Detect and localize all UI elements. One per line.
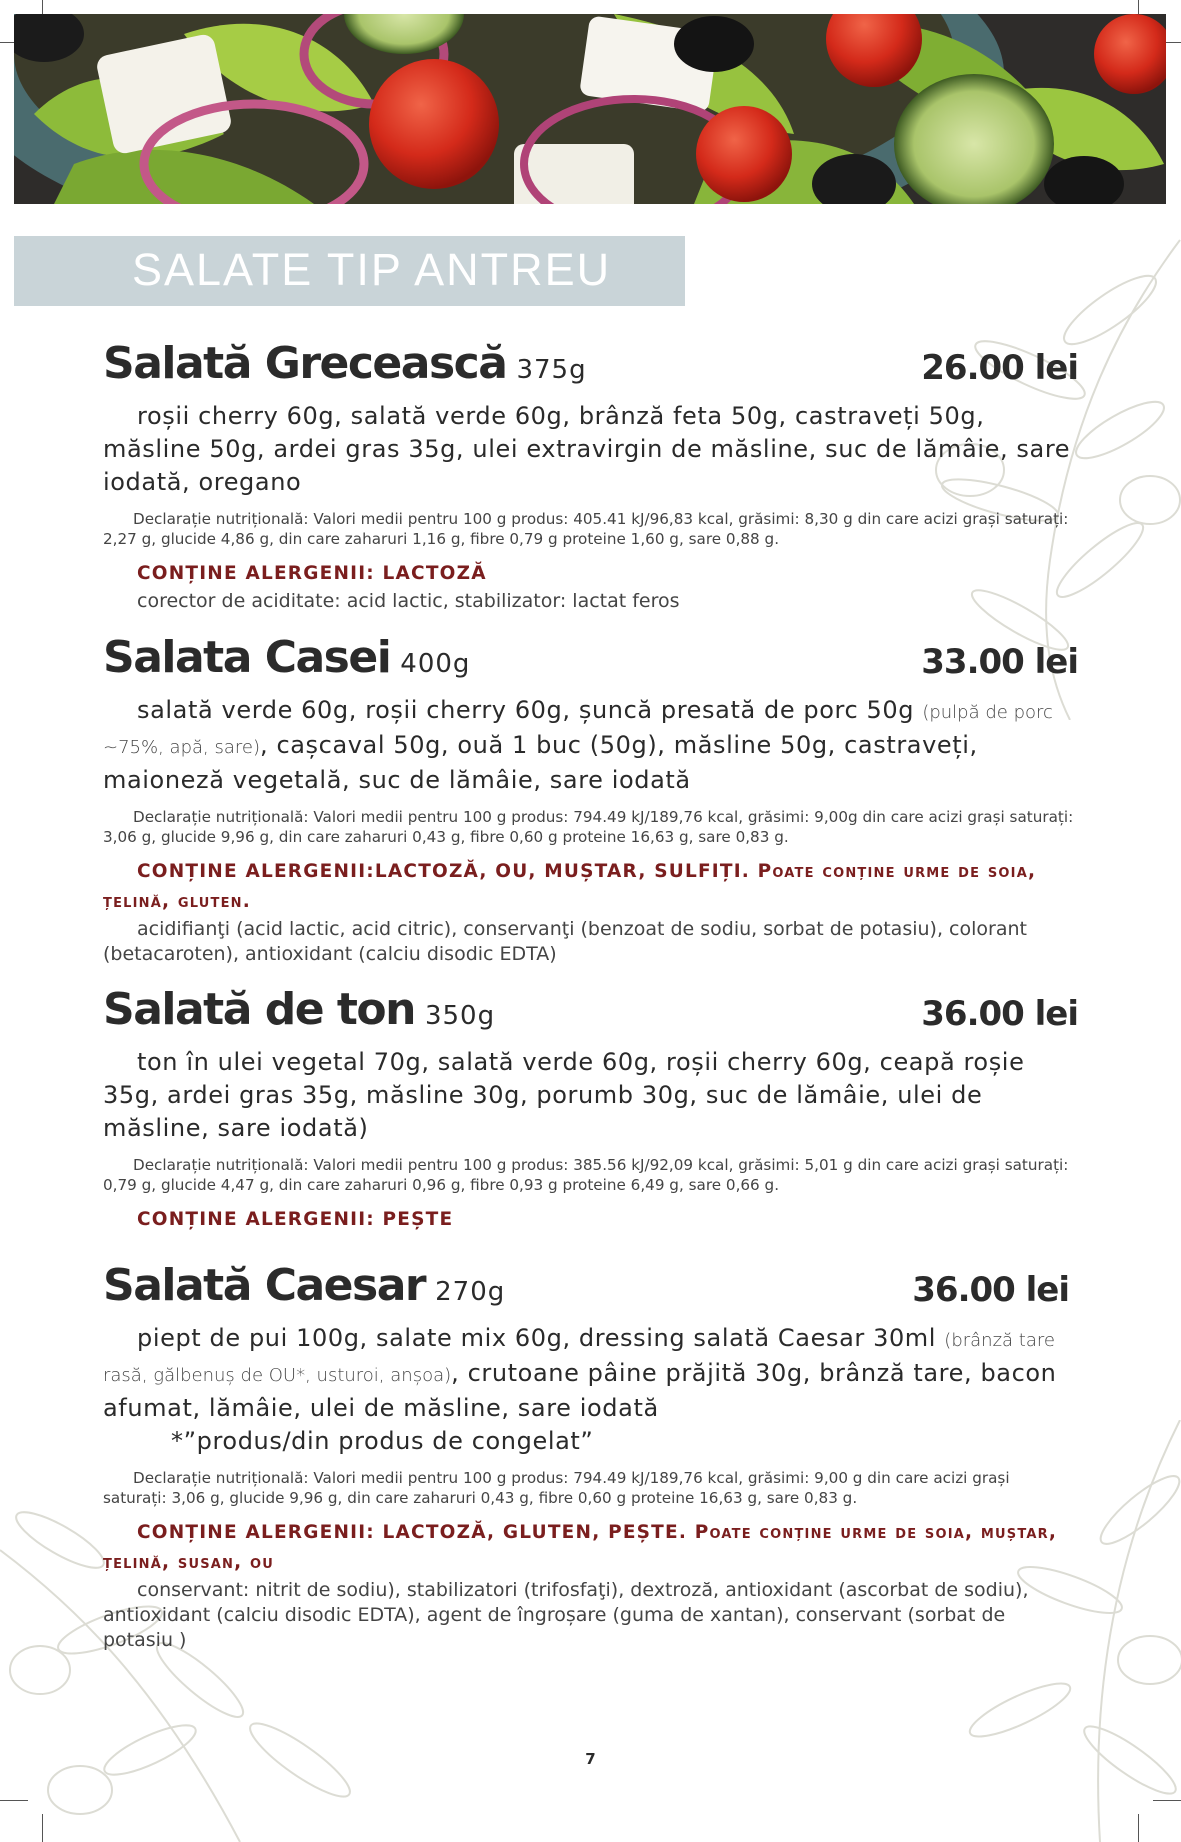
item-name-text: Salata Casei bbox=[103, 632, 391, 683]
item-name-text: Salată Grecească bbox=[103, 338, 507, 389]
item-name-text: Salată Caesar bbox=[103, 1260, 426, 1311]
item-header bbox=[103, 632, 1078, 694]
section-title: SALATE TIP ANTREU bbox=[132, 244, 612, 295]
section-banner bbox=[14, 236, 685, 306]
menu-item bbox=[103, 1260, 1069, 1653]
nutrition-declaration: Declarație nutrițională: Valori medii pentru 100 g produs: 405.41 kJ/96,83 kcal, grăsimi: 8,30 g din care acizi grași saturați: 2,27 g, glucide 4,86 g, din care zaharuri 1,16 g, fibre 0,79 g proteine 1,60 g, sare 0,88 g. bbox=[103, 510, 1069, 548]
ingredients-text: piept de pui 100g, salate mix 60g, dressing salată Caesar 30ml bbox=[137, 1324, 945, 1352]
item-name bbox=[103, 338, 587, 389]
menu-item bbox=[103, 632, 1078, 967]
hero-salad-image bbox=[14, 14, 1166, 204]
additives-list: acidifianţi (acid lactic, acid citric), conservanţi (benzoat de sodiu, sorbat de potasiu), colorant (betacaroten), antioxidant (calciu disodic EDTA) bbox=[103, 918, 1027, 965]
item-header bbox=[103, 1260, 1069, 1322]
item-name bbox=[103, 632, 470, 683]
item-price: 36.00 lei bbox=[921, 994, 1078, 1034]
additives-list: corector de aciditate: acid lactic, stabilizator: lactat feros bbox=[137, 590, 680, 612]
item-weight: 375g bbox=[516, 355, 587, 385]
ingredients-text: , cașcaval 50g, ouă 1 buc (50g), măsline 50g, castraveți, maioneză vegetală, suc de lămâie, sare iodată bbox=[103, 731, 978, 794]
menu-item bbox=[103, 338, 1078, 614]
allergens-warning: CONȚINE ALERGENII: LACTOZĂ bbox=[137, 563, 487, 584]
crop-mark bbox=[42, 1814, 43, 1842]
allergens-warning: CONȚINE ALERGENII: PEȘTE bbox=[137, 1209, 454, 1230]
item-price: 33.00 lei bbox=[921, 642, 1078, 682]
additives-list: conservant: nitrit de sodiu), stabilizatori (trifosfaţi), dextroză, antioxidant (ascorbat de sodiu), antioxidant (calciu disodic EDTA), agent de îngroșare (guma de xantan), conservant (sorbat de potasiu ) bbox=[103, 1579, 1029, 1651]
item-price: 36.00 lei bbox=[912, 1270, 1069, 1310]
nutrition-declaration: Declarație nutrițională: Valori medii pentru 100 g produs: 794.49 kJ/189,76 kcal, grăsimi: 9,00 g din care acizi grași saturați: 3,06 g, glucide 9,96 g, din care zaharuri 0,43 g, fibre 0,60 g proteine 16,63 g, sare 0,83 g. bbox=[103, 1469, 1010, 1507]
item-weight: 350g bbox=[424, 1001, 496, 1031]
nutrition-declaration: Declarație nutrițională: Valori medii pentru 100 g produs: 794.49 kJ/189,76 kcal, grăsimi: 9,00g din care acizi grași saturați: 3,06 g, glucide 9,96 g, din care zaharuri 0,43 g, fibre 0,60 g proteine 16,63 g, sare 0,83 g. bbox=[103, 808, 1074, 846]
crop-mark bbox=[1138, 1814, 1139, 1842]
item-ingredients: roșii cherry 60g, salată verde 60g, brânză feta 50g, castraveți 50g, măsline 50g, ardei gras 35g, ulei extravirgin de măsline, suc de lămâie, sare iodată, oregano bbox=[103, 402, 1071, 496]
menu-item bbox=[103, 984, 1078, 1235]
item-name bbox=[103, 984, 495, 1035]
crop-mark bbox=[0, 1800, 28, 1801]
item-name-text: Salată de ton bbox=[103, 984, 415, 1035]
item-ingredients bbox=[103, 694, 1078, 797]
item-header bbox=[103, 338, 1078, 400]
item-ingredients bbox=[103, 1322, 1069, 1458]
item-weight: 400g bbox=[400, 649, 471, 679]
item-header bbox=[103, 984, 1078, 1046]
item-name bbox=[103, 1260, 505, 1311]
frozen-product-note: *”produs/din produs de congelat” bbox=[171, 1427, 594, 1455]
ingredients-text: salată verde 60g, roșii cherry 60g, șuncă presată de porc 50g bbox=[137, 696, 923, 724]
ingredient-composition-note: (pulpă de porc ~75%, apă, sare) bbox=[103, 702, 1053, 758]
ingredients-text: , crutoane pâine prăjită 30g, brânză tare, bacon afumat, lămâie, ulei de măsline, sare iodată bbox=[103, 1359, 1057, 1422]
allergens-warning: CONȚINE ALERGENII: LACTOZĂ, GLUTEN, PEȘTE. Poate conține urme de soia, muștar, țelină, susan, ou bbox=[103, 1522, 1058, 1573]
item-weight: 270g bbox=[435, 1277, 506, 1307]
ingredient-composition-note: (brânză tare rasă, gălbenuș de OU*, usturoi, anșoa) bbox=[103, 1330, 1055, 1386]
allergens-warning: CONȚINE ALERGENII:LACTOZĂ, OU, MUȘTAR, SULFIȚI. Poate conține urme de soia, țelină, gluten. bbox=[103, 861, 1037, 912]
page-number: 7 bbox=[585, 1750, 596, 1768]
item-ingredients: ton în ulei vegetal 70g, salată verde 60g, roșii cherry 60g, ceapă roșie 35g, ardei gras 35g, măsline 30g, porumb 30g, suc de lămâie, ulei de măsline, sare iodată) bbox=[103, 1048, 1025, 1142]
item-price: 26.00 lei bbox=[921, 348, 1078, 388]
crop-mark bbox=[1153, 1800, 1181, 1801]
nutrition-declaration: Declarație nutrițională: Valori medii pentru 100 g produs: 385.56 kJ/92,09 kcal, grăsimi: 5,01 g din care acizi grași saturați: 0,79 g, glucide 4,47 g, din care zaharuri 0,96 g, fibre 0,93 g proteine 6,49 g, sare 0,66 g. bbox=[103, 1156, 1069, 1194]
